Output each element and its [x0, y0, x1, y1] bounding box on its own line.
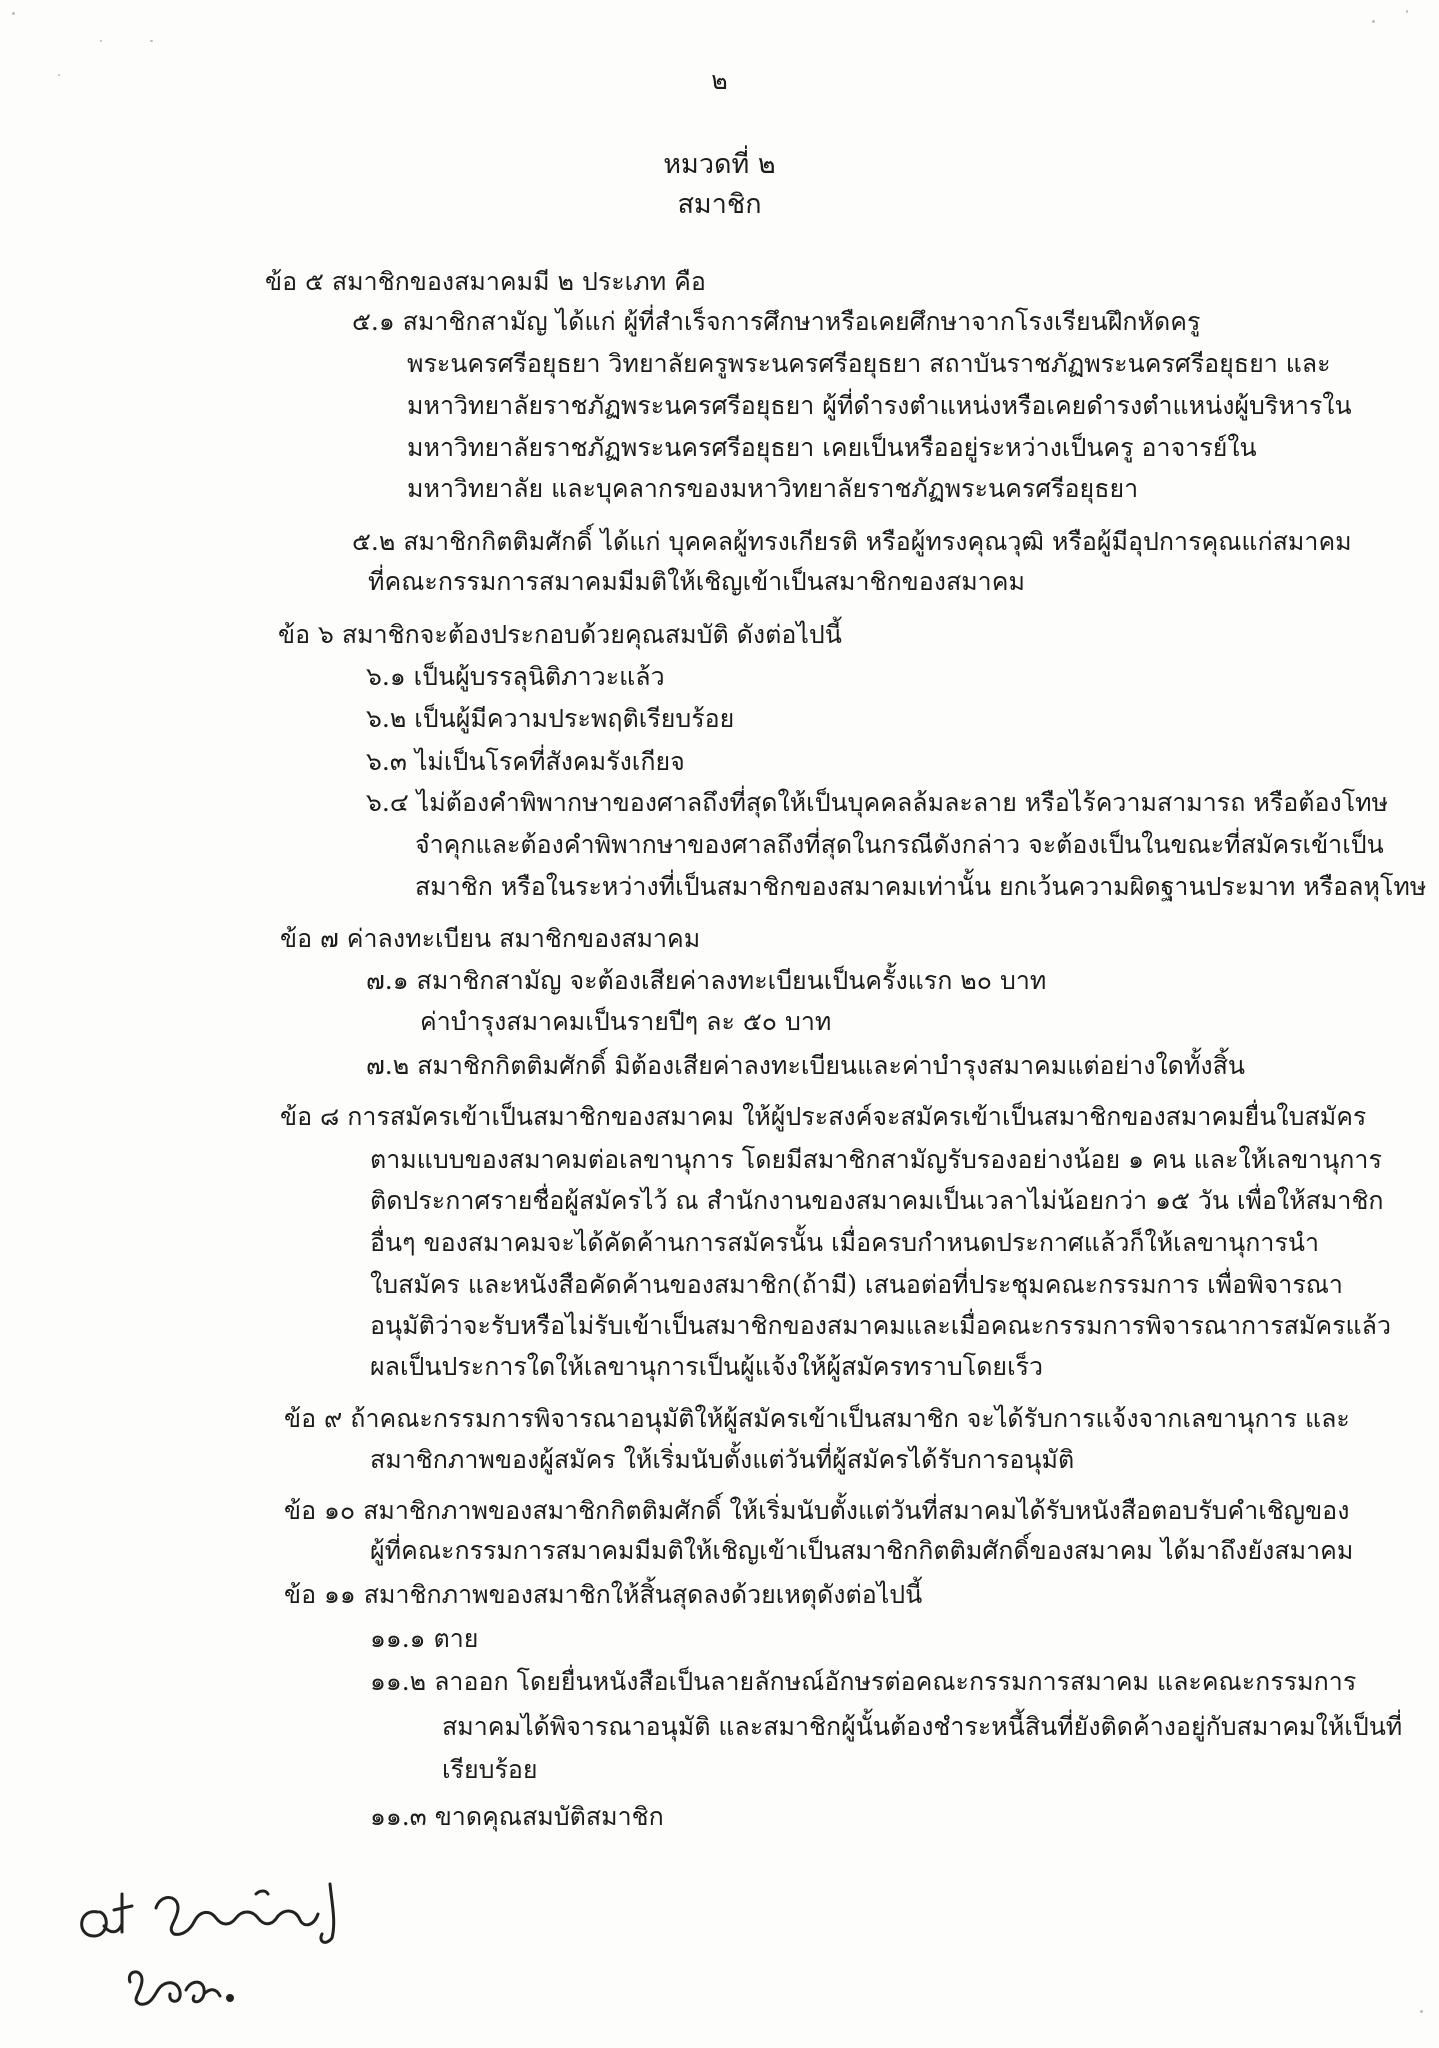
article-8-line-7: ผลเป็นประการใดให้เลขานุการเป็นผู้แจ้งให้ผู้สมัครทราบโดยเร็ว	[370, 1352, 1044, 1381]
article-11: ข้อ ๑๑ สมาชิกภาพของสมาชิกให้สิ้นสุดลงด้วยเหตุดังต่อไปนี้	[284, 1580, 923, 1609]
clause-5-1-line-1: ๕.๑ สมาชิกสามัญ ได้แก่ ผู้ที่สำเร็จการศึกษาหรือเคยศึกษาจากโรงเรียนฝึกหัดครู	[352, 307, 1201, 336]
clause-6-4-line-2: จำคุกและต้องคำพิพากษาของศาลถึงที่สุดในกรณีดังกล่าว จะต้องเป็นในขณะที่สมัครเข้าเป็น	[415, 830, 1384, 859]
clause-11-2-line-3: เรียบร้อย	[442, 1755, 538, 1784]
article-8-line-6: อนุมัติว่าจะรับหรือไม่รับเข้าเป็นสมาชิกของสมาคมและเมื่อคณะกรรมการพิจารณาการสมัครแล้ว	[370, 1311, 1391, 1340]
scan-speck	[12, 12, 15, 15]
article-8-line-4: อื่นๆ ของสมาคมจะได้คัดค้านการสมัครนั้น เมื่อครบกำหนดประกาศแล้วก็ให้เลขานุการนำ	[370, 1228, 1319, 1257]
clause-11-2-line-2: สมาคมได้พิจารณาอนุมัติ และสมาชิกผู้นั้นต้องชำระหนี้สินที่ยังติดค้างอยู่กับสมาคมให้เป็นที่	[442, 1712, 1403, 1741]
page-number: ๒	[711, 66, 728, 95]
clause-7-1-line-2: ค่าบำรุงสมาคมเป็นรายปีๆ ละ ๕๐ บาท	[420, 1007, 832, 1036]
article-8-line-2: ตามแบบของสมาคมต่อเลขานุการ โดยมีสมาชิกสามัญรับรองอย่างน้อย ๑ คน และให้เลขานุการ	[370, 1145, 1382, 1174]
clause-5-2-line-2: ที่คณะกรรมการสมาคมมีมติให้เชิญเข้าเป็นสมาชิกของสมาคม	[368, 567, 1025, 596]
article-9-line-1: ข้อ ๙ ถ้าคณะกรรมการพิจารณาอนุมัติให้ผู้สมัครเข้าเป็นสมาชิก จะได้รับการแจ้งจากเลขานุการ และ	[284, 1404, 1350, 1433]
clause-11-2-line-1: ๑๑.๒ ลาออก โดยยื่นหนังสือเป็นลายลักษณ์อักษรต่อคณะกรรมการสมาคม และคณะกรรมการ	[370, 1667, 1357, 1696]
scan-speck	[1406, 10, 1408, 13]
clause-6-1: ๖.๑ เป็นผู้บรรลุนิติภาวะแล้ว	[366, 662, 665, 691]
clause-11-1: ๑๑.๑ ตาย	[370, 1624, 479, 1653]
clause-5-1-line-5: มหาวิทยาลัย และบุคลากรของมหาวิทยาลัยราชภัฏพระนครศรีอยุธยา	[407, 474, 1139, 503]
scan-speck	[1420, 2010, 1423, 2013]
clause-5-2-line-1: ๕.๒ สมาชิกกิตติมศักดิ์ ได้แก่ บุคคลผู้ทรงเกียรติ หรือผู้ทรงคุณวุฒิ หรือผู้มีอุปการคุณแก่สมาคม	[352, 527, 1352, 556]
chapter-subtitle: สมาชิก	[677, 189, 762, 220]
article-5: ข้อ ๕ สมาชิกของสมาคมมี ๒ ประเภท คือ	[265, 267, 706, 296]
clause-6-2: ๖.๒ เป็นผู้มีความประพฤติเรียบร้อย	[366, 704, 735, 733]
clause-6-3: ๖.๓ ไม่เป็นโรคที่สังคมรังเกียจ	[366, 747, 685, 776]
clause-5-1-line-3: มหาวิทยาลัยราชภัฏพระนครศรีอยุธยา ผู้ที่ดำรงตำแหน่งหรือเคยดำรงตำแหน่งผู้บริหารใน	[407, 391, 1352, 420]
scan-speck	[1372, 20, 1375, 23]
article-9-line-2: สมาชิกภาพของผู้สมัคร ให้เริ่มนับตั้งแต่วันที่ผู้สมัครได้รับการอนุมัติ	[370, 1445, 1075, 1474]
chapter-title: หมวดที่ ๒	[663, 149, 776, 180]
clause-5-1-line-2: พระนครศรีอยุธยา วิทยาลัยครูพระนครศรีอยุธยา สถาบันราชภัฏพระนครศรีอยุธยา และ	[407, 349, 1331, 378]
clause-7-1-line-1: ๗.๑ สมาชิกสามัญ จะต้องเสียค่าลงทะเบียนเป็นครั้งแรก ๒๐ บาท	[366, 966, 1047, 995]
clause-6-4-line-1: ๖.๔ ไม่ต้องคำพิพากษาของศาลถึงที่สุดให้เป็นบุคคลล้มละลาย หรือไร้ความสามารถ หรือต้องโทษ	[366, 788, 1389, 817]
article-8-line-1: ข้อ ๘ การสมัครเข้าเป็นสมาชิกของสมาคม ให้ผู้ประสงค์จะสมัครเข้าเป็นสมาชิกของสมาคมยื่นใบสมัคร	[280, 1102, 1367, 1131]
scan-speck	[100, 40, 102, 42]
scan-speck	[58, 74, 60, 76]
article-10-line-2: ผู้ที่คณะกรรมการสมาคมมีมติให้เชิญเข้าเป็นสมาชิกกิตติมศักดิ์ของสมาคม ได้มาถึงยังสมาคม	[370, 1536, 1354, 1565]
clause-6-4-line-3: สมาชิก หรือในระหว่างที่เป็นสมาชิกของสมาคมเท่านั้น ยกเว้นความผิดฐานประมาท หรือลหุโทษ	[415, 872, 1427, 901]
handwritten-signature	[70, 1850, 400, 2040]
clause-11-3: ๑๑.๓ ขาดคุณสมบัติสมาชิก	[370, 1802, 664, 1831]
clause-7-2: ๗.๒ สมาชิกกิตติมศักดิ์ มิต้องเสียค่าลงทะเบียนและค่าบำรุงสมาคมแต่อย่างใดทั้งสิ้น	[366, 1051, 1245, 1080]
article-7: ข้อ ๗ ค่าลงทะเบียน สมาชิกของสมาคม	[280, 924, 701, 953]
article-8-line-3: ติดประกาศรายชื่อผู้สมัครไว้ ณ สำนักงานของสมาคมเป็นเวลาไม่น้อยกว่า ๑๕ วัน เพื่อให้สมาชิก	[370, 1186, 1384, 1215]
article-8-line-5: ใบสมัคร และหนังสือคัดค้านของสมาชิก(ถ้ามี) เสนอต่อที่ประชุมคณะกรรมการ เพื่อพิจารณา	[370, 1270, 1343, 1299]
scan-speck	[150, 40, 153, 42]
article-6: ข้อ ๖ สมาชิกจะต้องประกอบด้วยคุณสมบัติ ดังต่อไปนี้	[278, 620, 842, 649]
clause-5-1-line-4: มหาวิทยาลัยราชภัฏพระนครศรีอยุธยา เคยเป็นหรืออยู่ระหว่างเป็นครู อาจารย์ใน	[407, 433, 1257, 462]
article-10-line-1: ข้อ ๑๐ สมาชิกภาพของสมาชิกกิตติมศักดิ์ ให้เริ่มนับตั้งแต่วันที่สมาคมได้รับหนังสือตอบรับคำเชิญของ	[284, 1496, 1350, 1525]
